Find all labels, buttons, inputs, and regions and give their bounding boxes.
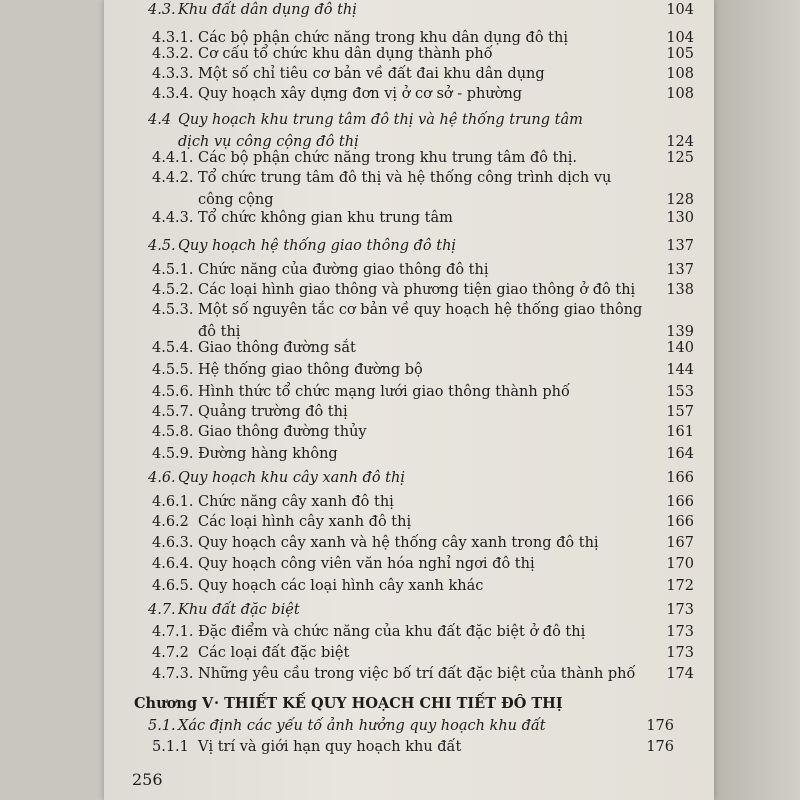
toc-entry: [104, 340, 714, 362]
toc-entry: [104, 624, 714, 646]
toc-entry-number: 4.3.4.: [152, 86, 194, 102]
toc-entry-title: Khu đất dân dụng đô thị: [178, 2, 357, 18]
toc-entry-title: Các bộ phận chức năng trong khu dân dụng đô thị: [198, 30, 568, 46]
toc-entry-page: 108: [666, 86, 694, 102]
toc-entry: [104, 494, 714, 516]
toc-entry-number: 4.7.: [148, 602, 176, 618]
toc-entry-title: Một số nguyên tắc cơ bản về quy hoạch hệ thống giao thông: [198, 302, 643, 318]
toc-entry: [104, 170, 714, 208]
toc-entry-page: 104: [666, 2, 694, 18]
toc-entry: [104, 112, 714, 150]
toc-entry-number: 4.3.: [148, 2, 176, 18]
toc-entry-title: Một số chỉ tiêu cơ bản về đất đai khu dân dụng: [198, 66, 545, 82]
toc-entry: [104, 695, 714, 717]
toc-entry-page: 173: [666, 624, 694, 640]
toc-entry-title: Quy hoạch xây dựng đơn vị ở cơ sở - phường: [198, 86, 523, 102]
toc-entry-number: 5.1.1: [152, 739, 189, 755]
toc-entry-number: 4.3.1.: [152, 30, 194, 46]
toc-entry-title: Vị trí và giới hạn quy hoạch khu đất: [198, 739, 462, 755]
toc-entry-page: 139: [666, 324, 694, 340]
toc-entry: [104, 282, 714, 304]
toc-entry: [104, 384, 714, 406]
toc-entry-number: 4.4.3.: [152, 210, 194, 226]
toc-entry-page: 144: [666, 362, 694, 378]
toc-entry-title: Đặc điểm và chức năng của khu đất đặc biệt ở đô thị: [198, 624, 586, 640]
toc-entry-number: 4.5.6.: [152, 384, 194, 400]
toc-entry: [104, 424, 714, 446]
toc-entry-number: 4.5.3.: [152, 302, 194, 318]
toc-entry: [104, 66, 714, 88]
toc-entry-number: Chương V: [134, 695, 214, 712]
toc-entry: [104, 302, 714, 340]
toc-entry-number: 4.6.1.: [152, 494, 194, 510]
toc-entry-title: Hệ thống giao thông đường bộ: [198, 362, 423, 378]
toc-entry-page: 173: [666, 645, 694, 661]
page-number: 256: [132, 770, 163, 789]
toc-entry-number: 4.6.3.: [152, 535, 194, 551]
toc-entry-number: 4.3.2.: [152, 46, 194, 62]
toc-entry-number: 4.6.4.: [152, 556, 194, 572]
toc-entry-title: Quy hoạch hệ thống giao thông đô thị: [178, 238, 457, 254]
toc-entry: [104, 210, 714, 232]
toc-entry: [104, 150, 714, 172]
toc-entry: [104, 645, 714, 667]
toc-entry-number: 4.5.7.: [152, 404, 194, 420]
toc-entry-title: Chức năng của đường giao thông đô thị: [198, 262, 489, 278]
toc-entry-title-continued: dịch vụ công cộng đô thị: [178, 134, 359, 150]
toc-entry-title: Quy hoạch khu trung tâm đô thị và hệ thống trung tâm: [178, 112, 583, 128]
toc-entry-number: 4.4: [148, 112, 172, 128]
toc-entry-number: 4.4.2.: [152, 170, 194, 186]
toc-entry-page: 173: [666, 602, 694, 618]
toc-entry-title-continued: công cộng: [198, 192, 274, 208]
toc-entry: [104, 262, 714, 284]
toc-entry-page: 128: [666, 192, 694, 208]
toc-entry-page: 166: [666, 494, 694, 510]
toc-entry-page: 176: [646, 739, 674, 755]
toc-entry-title: Cơ cấu tổ chức khu dân dụng thành phố: [198, 46, 493, 62]
toc-entry-number: 4.5.9.: [152, 446, 194, 462]
toc-entry-title-continued: đô thị: [198, 324, 241, 340]
toc-entry: [104, 470, 714, 492]
toc-entry-title: Chức năng cây xanh đô thị: [198, 494, 394, 510]
toc-entry: [104, 238, 714, 260]
toc-entry-title: Các bộ phận chức năng trong khu trung tâm đô thị.: [198, 150, 578, 166]
toc-entry: [104, 404, 714, 426]
toc-entry-page: 153: [666, 384, 694, 400]
toc-entry: [104, 578, 714, 600]
toc-entry-page: 140: [666, 340, 694, 356]
toc-entry: [104, 362, 714, 384]
toc-entry-page: 166: [666, 470, 694, 486]
toc-entry-number: 5.1.: [148, 718, 176, 734]
toc-entry-title: Các loại đất đặc biệt: [198, 645, 350, 661]
toc-entry-title: Giao thông đường sắt: [198, 340, 356, 356]
book-page: [104, 0, 714, 800]
toc-entry-title: Quy hoạch công viên văn hóa nghỉ ngơi đô thị: [198, 556, 535, 572]
toc-entry-number: 4.4.1.: [152, 150, 194, 166]
toc-entry-number: 4.5.: [148, 238, 176, 254]
toc-entry: [104, 556, 714, 578]
toc-entry-number: 4.5.4.: [152, 340, 194, 356]
toc-entry-title: Xác định các yếu tố ảnh hưởng quy hoạch khu đất: [178, 718, 546, 734]
toc-entry-title: Tổ chức không gian khu trung tâm: [198, 210, 453, 226]
toc-entry-page: 130: [666, 210, 694, 226]
toc-entry-title: · THIẾT KẾ QUY HOẠCH CHI TIẾT ĐÔ THỊ: [214, 695, 563, 712]
toc-entry-number: 4.5.1.: [152, 262, 194, 278]
toc-entry-page: 157: [666, 404, 694, 420]
toc-entry: [104, 446, 714, 468]
toc-entry-number: 4.6.2: [152, 514, 189, 530]
toc-entry-number: 4.5.5.: [152, 362, 194, 378]
toc-entry-page: 124: [666, 134, 694, 150]
toc-entry-title: Quy hoạch các loại hình cây xanh khác: [198, 578, 484, 594]
toc-entry-title: Những yêu cầu trong việc bố trí đất đặc biệt của thành phố: [198, 666, 636, 682]
toc-entry-number: 4.6.: [148, 470, 176, 486]
toc-entry-number: 4.7.2: [152, 645, 189, 661]
toc-entry-page: 166: [666, 514, 694, 530]
toc-entry-title: Hình thức tổ chức mạng lưới giao thông thành phố: [198, 384, 570, 400]
toc-entry: [104, 602, 714, 624]
toc-entry-page: 176: [646, 718, 674, 734]
toc-entry-title: Quy hoạch khu cây xanh đô thị: [178, 470, 405, 486]
toc-entry: [104, 46, 714, 68]
toc-entry-title: Quy hoạch cây xanh và hệ thống cây xanh trong đô thị: [198, 535, 599, 551]
toc-entry-page: 161: [666, 424, 694, 440]
toc-entry-title: Các loại hình cây xanh đô thị: [198, 514, 412, 530]
toc-entry-page: 138: [666, 282, 694, 298]
toc-entry-number: 4.5.2.: [152, 282, 194, 298]
toc-entry: [104, 718, 714, 740]
toc-entry: [104, 514, 714, 536]
toc-entry: [104, 2, 714, 24]
toc-entry-page: 137: [666, 262, 694, 278]
toc-entry: [104, 739, 714, 761]
toc-entry-title: Các loại hình giao thông và phương tiện giao thông ở đô thị: [198, 282, 636, 298]
toc-entry-title: Giao thông đường thủy: [198, 424, 367, 440]
toc-entry-number: 4.7.1.: [152, 624, 194, 640]
toc-entry: [104, 535, 714, 557]
toc-entry: [104, 86, 714, 108]
toc-entry-title: Tổ chức trung tâm đô thị và hệ thống công trình dịch vụ: [198, 170, 612, 186]
toc-entry-number: 4.7.3.: [152, 666, 194, 682]
toc-entry-number: 4.6.5.: [152, 578, 194, 594]
toc-entry-page: 125: [666, 150, 694, 166]
toc-entry-page: 105: [666, 46, 694, 62]
toc-entry: [104, 666, 714, 688]
toc-entry-title: Khu đất đặc biệt: [178, 602, 300, 618]
toc-entry-number: 4.5.8.: [152, 424, 194, 440]
toc-entry-page: 172: [666, 578, 694, 594]
toc-entry-page: 108: [666, 66, 694, 82]
toc-entry-page: 170: [666, 556, 694, 572]
toc-entry-number: 4.3.3.: [152, 66, 194, 82]
toc-entry-page: 104: [666, 30, 694, 46]
toc-entry-title: Quảng trường đô thị: [198, 404, 348, 420]
page-edge-background: [714, 0, 800, 800]
toc-entry-page: 137: [666, 238, 694, 254]
toc-entry-title: Đường hàng không: [198, 446, 338, 462]
toc-entry-page: 174: [666, 666, 694, 682]
toc-entry-page: 167: [666, 535, 694, 551]
toc-entry-page: 164: [666, 446, 694, 462]
